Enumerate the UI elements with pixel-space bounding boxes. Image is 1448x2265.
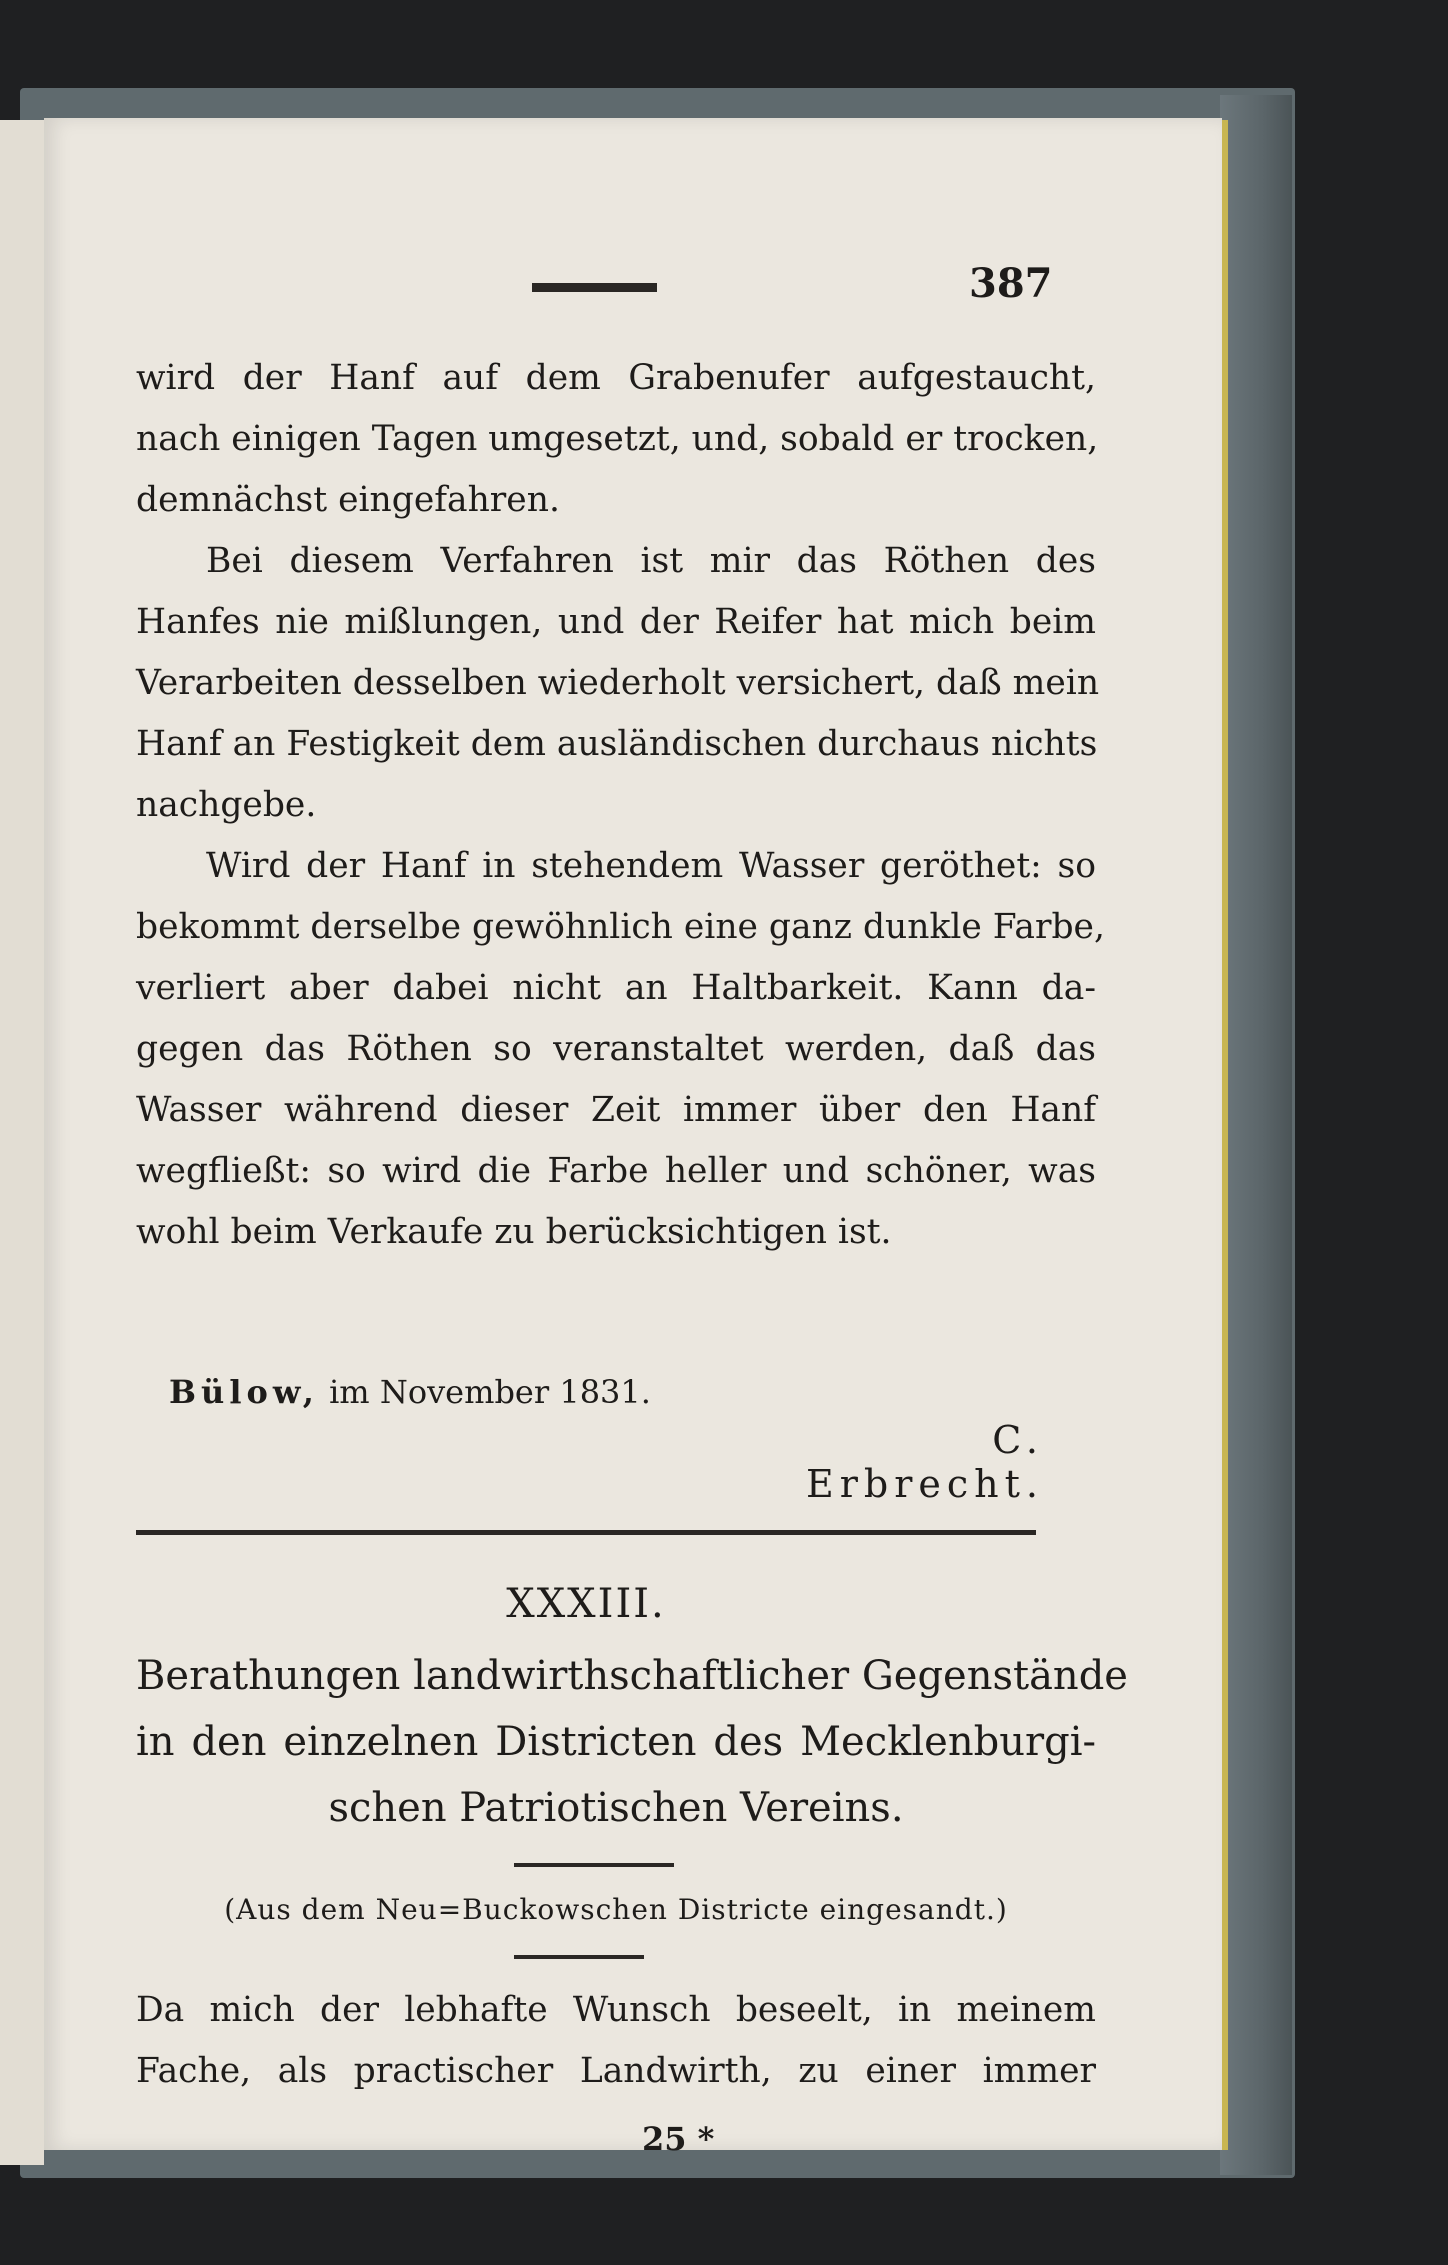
text-line: wird der Hanf auf dem Grabenufer aufgestaucht, bbox=[136, 358, 1096, 398]
dateline-date: im November 1831. bbox=[329, 1373, 651, 1411]
facing-page-edge bbox=[0, 120, 44, 2165]
dateline-place: Bülow, bbox=[169, 1373, 319, 1411]
section-title-line: Berathungen landwirthschaftlicher Gegenstände bbox=[136, 1653, 1128, 1699]
text-line: nachgebe. bbox=[136, 785, 317, 825]
text-line: wegfließt: so wird die Farbe heller und schöner, was bbox=[136, 1151, 1096, 1191]
title-rule bbox=[514, 1863, 674, 1867]
section-number: XXXIII. bbox=[506, 1581, 666, 1627]
text-line: Bei diesem Verfahren ist mir das Röthen des bbox=[206, 541, 1096, 581]
page-number: 387 bbox=[969, 260, 1053, 307]
cover-edge bbox=[1220, 95, 1292, 2175]
text-line: wohl beim Verkaufe zu berücksichtigen ist. bbox=[136, 1212, 892, 1252]
note-rule bbox=[514, 1955, 644, 1959]
text-line: Fache, als practischer Landwirth, zu einer immer bbox=[136, 2051, 1096, 2091]
text-line: Da mich der lebhafte Wunsch beseelt, in meinem bbox=[136, 1990, 1096, 2030]
header-rule bbox=[532, 283, 657, 292]
text-line: bekommt derselbe gewöhnlich eine ganz dunkle Farbe, bbox=[136, 907, 1105, 947]
text-line: Verarbeiten desselben wiederholt versichert, daß mein bbox=[136, 663, 1100, 703]
text-line: demnächst eingefahren. bbox=[136, 480, 560, 520]
text-line: verliert aber dabei nicht an Haltbarkeit. Kann da- bbox=[136, 968, 1096, 1008]
text-line: gegen das Röthen so veranstaltet werden, daß das bbox=[136, 1029, 1096, 1069]
text-line: Wasser während dieser Zeit immer über den Hanf bbox=[136, 1090, 1096, 1130]
text-line: Hanf an Festigkeit dem ausländischen durchaus nichts bbox=[136, 724, 1098, 764]
section-title bbox=[136, 1643, 1128, 1841]
source-note: (Aus dem Neu=Buckowschen Districte eingesandt.) bbox=[224, 1893, 1008, 1926]
paragraph-1 bbox=[136, 348, 1099, 531]
section-title-line: schen Patriotischen Vereins. bbox=[328, 1785, 904, 1831]
section-body bbox=[136, 1980, 1096, 2102]
printer-signature-mark: 25 * bbox=[642, 2120, 715, 2158]
section-title-line: in den einzelnen Districten des Mecklenburgi- bbox=[136, 1719, 1096, 1765]
section-divider bbox=[136, 1530, 1036, 1535]
page-edge-stain bbox=[1222, 120, 1228, 2150]
book-page bbox=[44, 118, 1222, 2158]
text-line: Wird der Hanf in stehendem Wasser geröthet: so bbox=[206, 846, 1096, 886]
text-line: Hanfes nie mißlungen, und der Reifer hat mich beim bbox=[136, 602, 1096, 642]
dateline bbox=[169, 1373, 651, 1411]
paragraph-3 bbox=[136, 836, 1105, 1263]
paragraph-2 bbox=[136, 531, 1100, 836]
author-signature: C. Erbrecht. bbox=[806, 1418, 1044, 1506]
text-line: nach einigen Tagen umgesetzt, und, sobald er trocken, bbox=[136, 419, 1099, 459]
